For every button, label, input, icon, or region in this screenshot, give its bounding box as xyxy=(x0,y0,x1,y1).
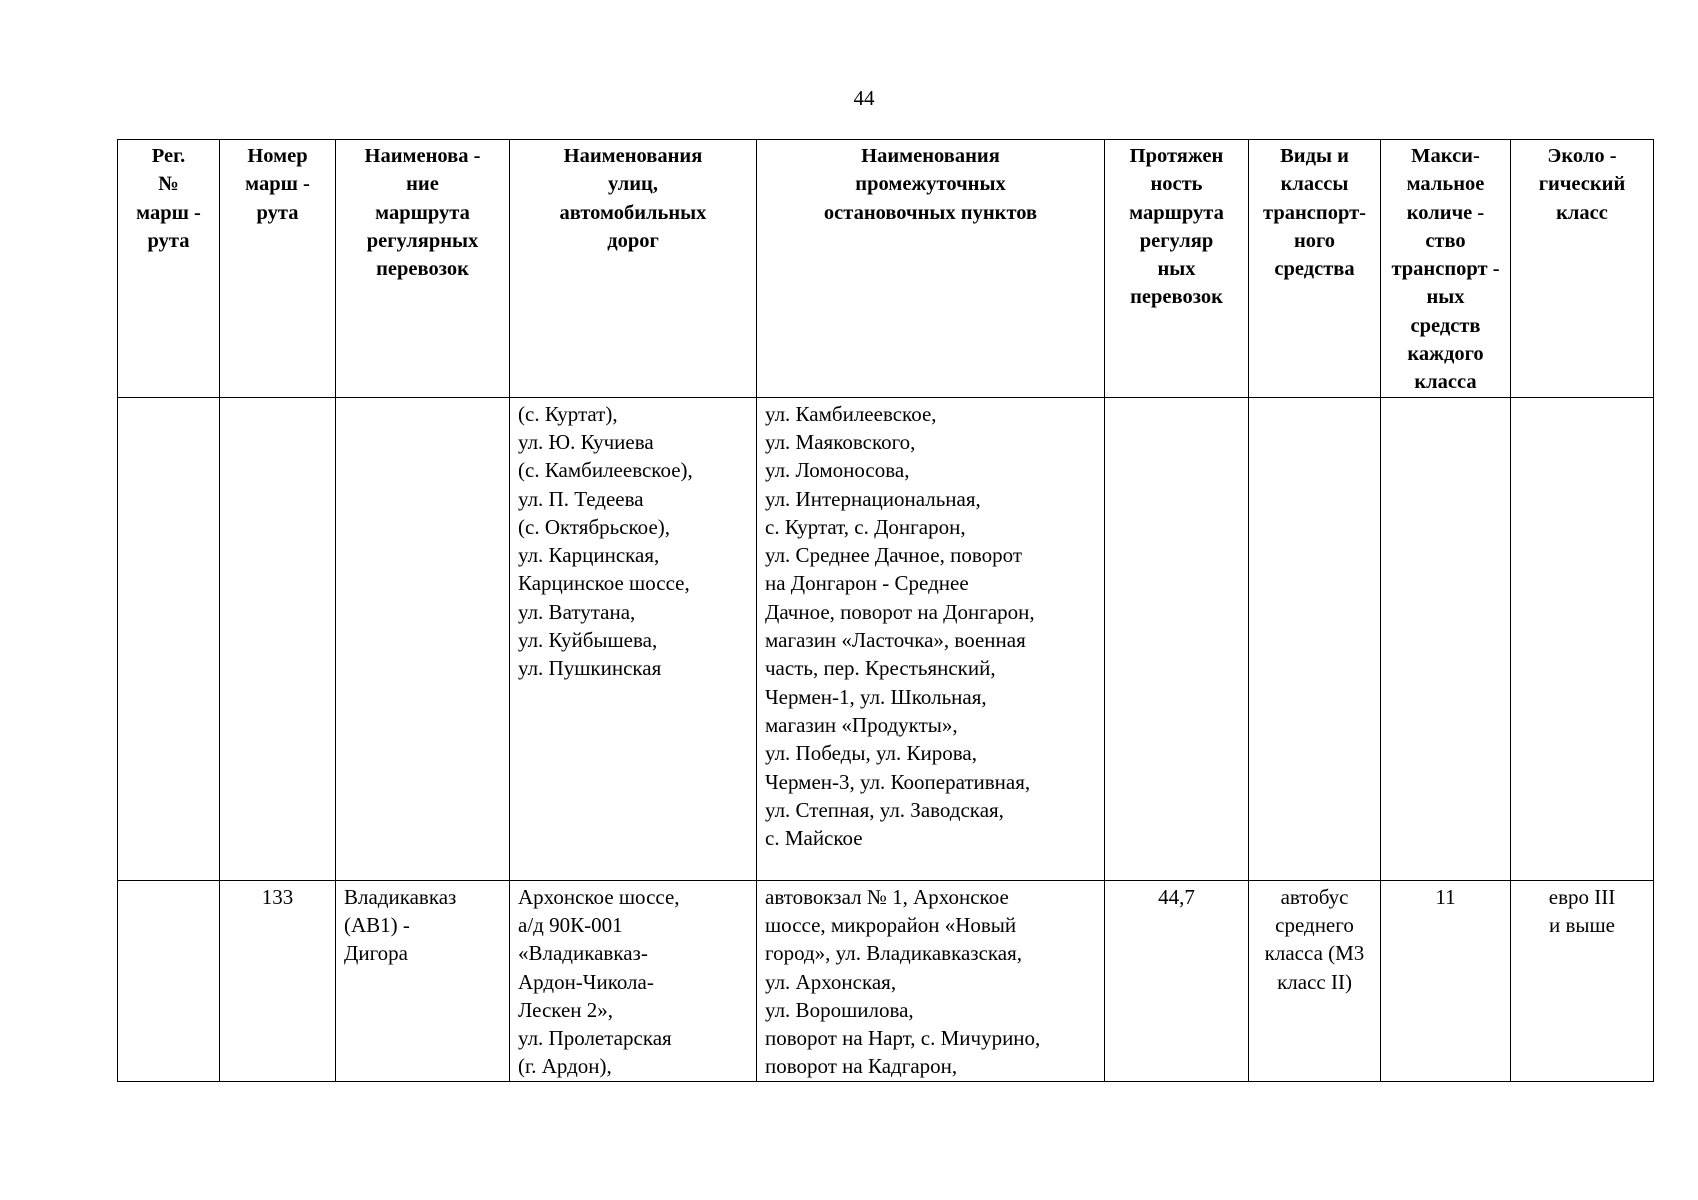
cell-eco-class: евро III и выше xyxy=(1511,880,1654,1081)
header-stops: Наименования промежуточных остановочных пунктов xyxy=(757,140,1105,398)
header-streets: Наименования улиц, автомобильных дорог xyxy=(510,140,757,398)
cell-reg xyxy=(118,397,220,880)
header-vehicle-type: Виды и классы транспорт- ного средства xyxy=(1249,140,1381,398)
header-route-name: Наименова - ние маршрута регулярных перевозок xyxy=(336,140,510,398)
cell-streets: (с. Куртат), ул. Ю. Кучиева (с. Камбилеевское), ул. П. Тедеева (с. Октябрьское), ул. Карцинская, Карцинское шоссе, ул. Ватутана, ул. Куйбышева, ул. Пушкинская xyxy=(510,397,757,880)
cell-name xyxy=(336,397,510,880)
header-max-count: Макси- мальное количе - ство транспорт - ных средств каждого класса xyxy=(1381,140,1511,398)
cell-vehicle: автобус среднего класса (М3 класс II) xyxy=(1249,880,1381,1081)
header-reg-number: Рег. № марш - рута xyxy=(118,140,220,398)
table-header-row xyxy=(118,140,1654,398)
cell-vehicle xyxy=(1249,397,1381,880)
cell-number: 133 xyxy=(220,880,336,1081)
page-number: 44 xyxy=(853,86,875,110)
header-route-number: Номер марш - рута xyxy=(220,140,336,398)
cell-max-count: 11 xyxy=(1381,880,1511,1081)
cell-eco-class xyxy=(1511,397,1654,880)
cell-length: 44,7 xyxy=(1105,880,1249,1081)
cell-number xyxy=(220,397,336,880)
table-row xyxy=(118,880,1654,1081)
header-eco-class: Эколо - гический класс xyxy=(1511,140,1654,398)
cell-reg xyxy=(118,880,220,1081)
cell-stops: ул. Камбилеевское, ул. Маяковского, ул. Ломоносова, ул. Интернациональная, с. Куртат, с. Донгарон, ул. Среднее Дачное, поворот на Донгарон - Среднее Дачное, поворот на Донгарон, магазин «Ласточка», военная часть, пер. Крестьянский, Чермен-1, ул. Школьная, магазин «Продукты», ул. Победы, ул. Кирова, Чермен-3, ул. Кооперативная, ул. Степная, ул. Заводская, с. Майское xyxy=(757,397,1105,880)
cell-stops: автовокзал № 1, Архонское шоссе, микрорайон «Новый город», ул. Владикавказская, ул. Архонская, ул. Ворошилова, поворот на Нарт, с. Мичурино, поворот на Кадгарон, xyxy=(757,880,1105,1081)
cell-streets: Архонское шоссе, а/д 90К-001 «Владикавказ- Ардон-Чикола- Лескен 2», ул. Пролетарская (г. Ардон), xyxy=(510,880,757,1081)
cell-max-count xyxy=(1381,397,1511,880)
cell-name: Владикавказ (АВ1) - Дигора xyxy=(336,880,510,1081)
routes-table xyxy=(117,139,1654,1082)
table-row xyxy=(118,397,1654,880)
header-length: Протяжен ность маршрута регуляр ных перевозок xyxy=(1105,140,1249,398)
cell-length xyxy=(1105,397,1249,880)
